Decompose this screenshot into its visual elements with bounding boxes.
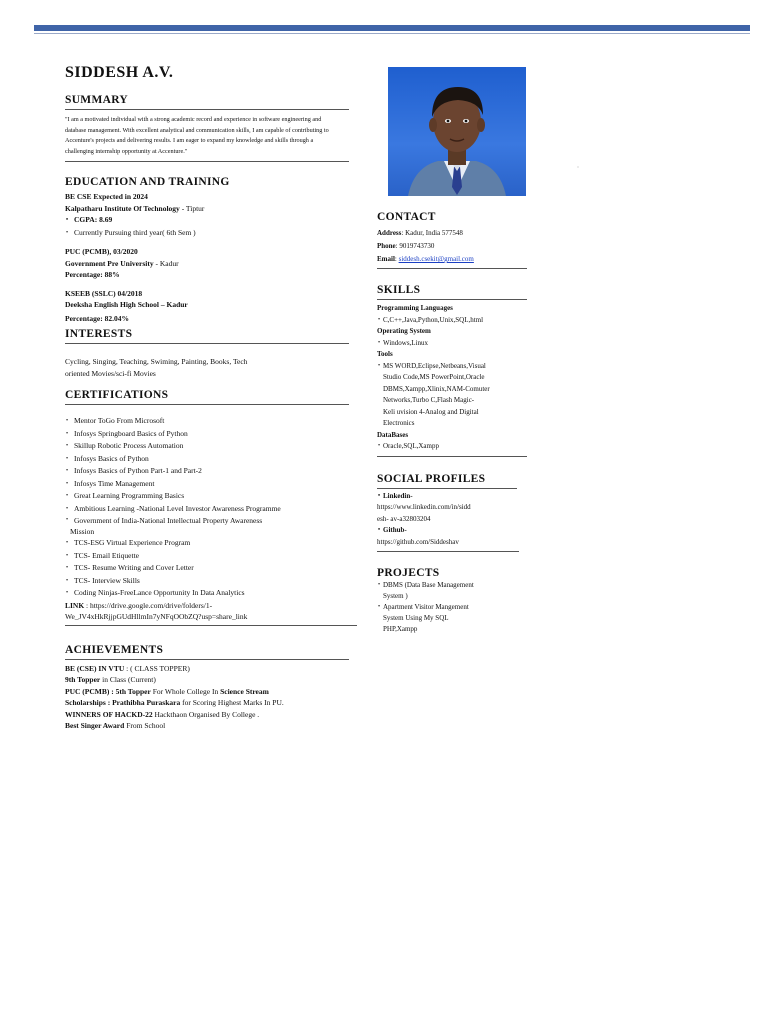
linkedin-url-1[interactable]: https://www.linkedin.com/in/sidd xyxy=(377,503,471,511)
email-label: Email xyxy=(377,255,395,263)
achievement-item xyxy=(65,697,359,709)
achievement-text: in Class (Current) xyxy=(100,675,156,684)
section-rule xyxy=(377,299,527,300)
interests-line-2: oriented Movies/sci-fi Movies xyxy=(65,368,156,378)
phone-label: Phone xyxy=(377,242,396,250)
achievement-text: Hackthaon Organised By College . xyxy=(152,709,260,719)
left-column xyxy=(65,64,359,732)
phone-value: : 9019743730 xyxy=(395,242,435,250)
project-item-cont: System ) xyxy=(383,592,408,600)
achievement-bold: 9th Topper xyxy=(65,675,101,684)
github-label: • Github- xyxy=(377,525,537,537)
skills-tools-line: Networks,Turbo C,Flash Magic- xyxy=(383,396,475,404)
skills-tools-line: Keli uvision 4-Analog and Digital xyxy=(383,407,479,416)
email-link[interactable]: siddesh.csekit@gmail.com xyxy=(398,255,474,263)
education-heading: EDUCATION AND TRAINING xyxy=(65,176,230,188)
achievement-bold: BE (CSE) IN VTU xyxy=(65,663,125,673)
summary-heading: SUMMARY xyxy=(65,94,129,106)
cert-link-url[interactable]: : https://drive.google.com/drive/folders/1- xyxy=(84,600,213,610)
puc-college: Government Pre University xyxy=(65,258,154,268)
achievement-bold: PUC (PCMB) : 5th Topper xyxy=(65,686,151,696)
right-column xyxy=(377,67,579,635)
cert-item: • Ambitious Learning -National Level Investor Awareness Programme xyxy=(65,503,359,516)
section-rule xyxy=(65,625,357,626)
address-label: Address xyxy=(377,229,402,237)
achievement-item xyxy=(65,686,359,698)
person-portrait-icon xyxy=(388,67,526,196)
social-heading: SOCIAL PROFILES xyxy=(377,472,486,485)
cert-item: • Infosys Basics of Python xyxy=(65,453,359,466)
skills-db-title: DataBases xyxy=(377,430,409,439)
achievement-bold: WINNERS OF HACKD-22 xyxy=(65,709,153,719)
be-place: - Tiptur xyxy=(179,203,205,213)
achievement-bold: Best Singer Award xyxy=(65,721,125,730)
project-item: • Apartment Visitor Mangement xyxy=(377,602,537,613)
sslc-title: KSEEB (SSLC) 04/2018 xyxy=(65,288,143,298)
cert-item: • TCS- Resume Writing and Cover Letter xyxy=(65,562,359,575)
section-rule xyxy=(377,488,517,489)
be-status: • Currently Pursuing third year( 6th Sem ) xyxy=(65,227,359,240)
contact-heading: CONTACT xyxy=(377,211,436,223)
achievement-item xyxy=(65,720,359,732)
project-item-cont: PHP,Xampp xyxy=(383,625,418,633)
achievements-heading: ACHIEVEMENTS xyxy=(65,643,164,656)
section-rule xyxy=(377,456,527,457)
contact-address xyxy=(377,227,537,240)
contact-phone xyxy=(377,240,537,253)
section-rule xyxy=(377,268,527,269)
achievement-text: for Scoring Highest Marks In PU. xyxy=(180,698,284,707)
cert-item: • Government of India-National Intellectual Property Awareness xyxy=(65,515,359,526)
project-item: • DBMS (Data Base Management xyxy=(377,580,537,591)
be-college-line xyxy=(65,203,359,215)
skills-tools-line: • MS WORD,Eclipse,Netbeans,Visual xyxy=(377,361,537,373)
skills-os-title: Operating System xyxy=(377,327,431,335)
be-cgpa: • CGPA: 8.69 xyxy=(65,214,359,227)
interests-heading: INTERESTS xyxy=(65,328,133,340)
achievement-bold: Scholarships : Prathibha Puraskara xyxy=(65,698,181,707)
profile-photo xyxy=(388,67,526,196)
skills-heading: SKILLS xyxy=(377,284,421,296)
cert-item: • Skillup Robotic Process Automation xyxy=(65,440,359,453)
skills-tools-line: DBMS,Xampp,Xlinix,NAM-Comuter xyxy=(383,384,490,393)
certifications-heading: CERTIFICATIONS xyxy=(65,389,169,401)
cert-link-label: LINK xyxy=(65,600,85,610)
cert-item: • Great Learning Programming Basics xyxy=(65,490,359,503)
achievement-text: : ( CLASS TOPPER) xyxy=(124,663,190,673)
cert-item: • Coding Ninjas-FreeLance Opportunity In Data Analytics xyxy=(65,587,359,600)
skills-prog-title: Programming Languages xyxy=(377,304,453,312)
stray-mark: ˈ xyxy=(577,167,579,173)
summary-text: "I am a motivated individual with a strong academic record and experience in software engineering and database management. With excellent analytical and communication skills, I am capable of contributing to Accenture's projects and delivering results. I am eager to expand my knowledge and skills through a challenging internship opportunity at Accenture." xyxy=(65,116,329,155)
cert-item: • Infosys Time Management xyxy=(65,478,359,491)
achievement-bold: Science Stream xyxy=(220,686,269,696)
project-item-cont: System Using My SQL xyxy=(383,614,449,622)
achievement-item xyxy=(65,709,359,721)
achievement-text: For Whole College In xyxy=(150,686,221,696)
skills-tools-title: Tools xyxy=(377,350,393,358)
skills-os: • Windows,Linux xyxy=(377,338,537,350)
achievement-item xyxy=(65,663,359,675)
linkedin-url-2[interactable]: esh- av-a32803204 xyxy=(377,514,431,523)
skills-db: • Oracle,SQL,Xampp xyxy=(377,441,537,453)
section-rule xyxy=(65,161,349,162)
address-value: : Kadur, India 577548 xyxy=(401,229,463,237)
contact-email: Email: siddesh.csekit@gmail.com xyxy=(377,255,474,263)
section-rule xyxy=(65,659,349,660)
cert-link-line[interactable] xyxy=(65,600,359,612)
achievement-item xyxy=(65,674,359,686)
header-accent-bar xyxy=(34,25,750,31)
cert-item: • TCS- Interview Skills xyxy=(65,575,359,588)
linkedin-label: • Linkedin- xyxy=(377,491,537,503)
cert-item: • Infosys Basics of Python Part-1 and Part-2 xyxy=(65,465,359,478)
section-rule xyxy=(65,109,349,110)
interests-line-1: Cycling, Singing, Teaching, Swiming, Painting, Books, Tech xyxy=(65,357,248,366)
be-degree-title: BE CSE Expected in 2024 xyxy=(65,192,148,201)
sslc-school: Deeksha English High School – Kadur xyxy=(65,300,188,309)
achievement-text: From School xyxy=(124,721,166,730)
cert-item: • Infosys Springboard Basics of Python xyxy=(65,428,359,441)
skills-prog: • C,C++,Java,Python,Unix,SQL,html xyxy=(377,315,537,327)
header-divider xyxy=(34,33,750,34)
certifications-list xyxy=(65,415,359,600)
skills-tools-line: Studio Code,MS PowerPoint,Oracle xyxy=(383,373,485,381)
cert-item: • TCS- Email Etiquette xyxy=(65,550,359,563)
github-url[interactable]: https://github.com/Siddeshav xyxy=(377,537,459,546)
section-rule xyxy=(65,343,349,344)
sslc-percentage: Percentage: 82.04% xyxy=(65,313,130,323)
cert-item: • TCS-ESG Virtual Experience Program xyxy=(65,537,359,550)
section-rule xyxy=(377,551,519,552)
puc-college-line xyxy=(65,258,359,270)
candidate-name: SIDDESH A.V. xyxy=(65,64,174,81)
projects-heading: PROJECTS xyxy=(377,567,440,579)
cert-item: • Mentor ToGo From Microsoft xyxy=(65,415,359,428)
cert-link-url-cont[interactable]: We_JV4xHkRjjpGUdHllmIn7yNFqOObZQ?usp=share_link xyxy=(65,612,248,621)
puc-percentage: Percentage: 88% xyxy=(65,270,120,279)
be-college: Kalpatharu Institute Of Technology xyxy=(65,203,180,213)
puc-place: - Kadur xyxy=(153,258,179,268)
puc-title: PUC (PCMB), 03/2020 xyxy=(65,247,138,256)
skills-tools-line: Electronics xyxy=(383,419,415,427)
section-rule xyxy=(65,404,349,405)
cert-item-continuation: Mission xyxy=(70,527,95,536)
